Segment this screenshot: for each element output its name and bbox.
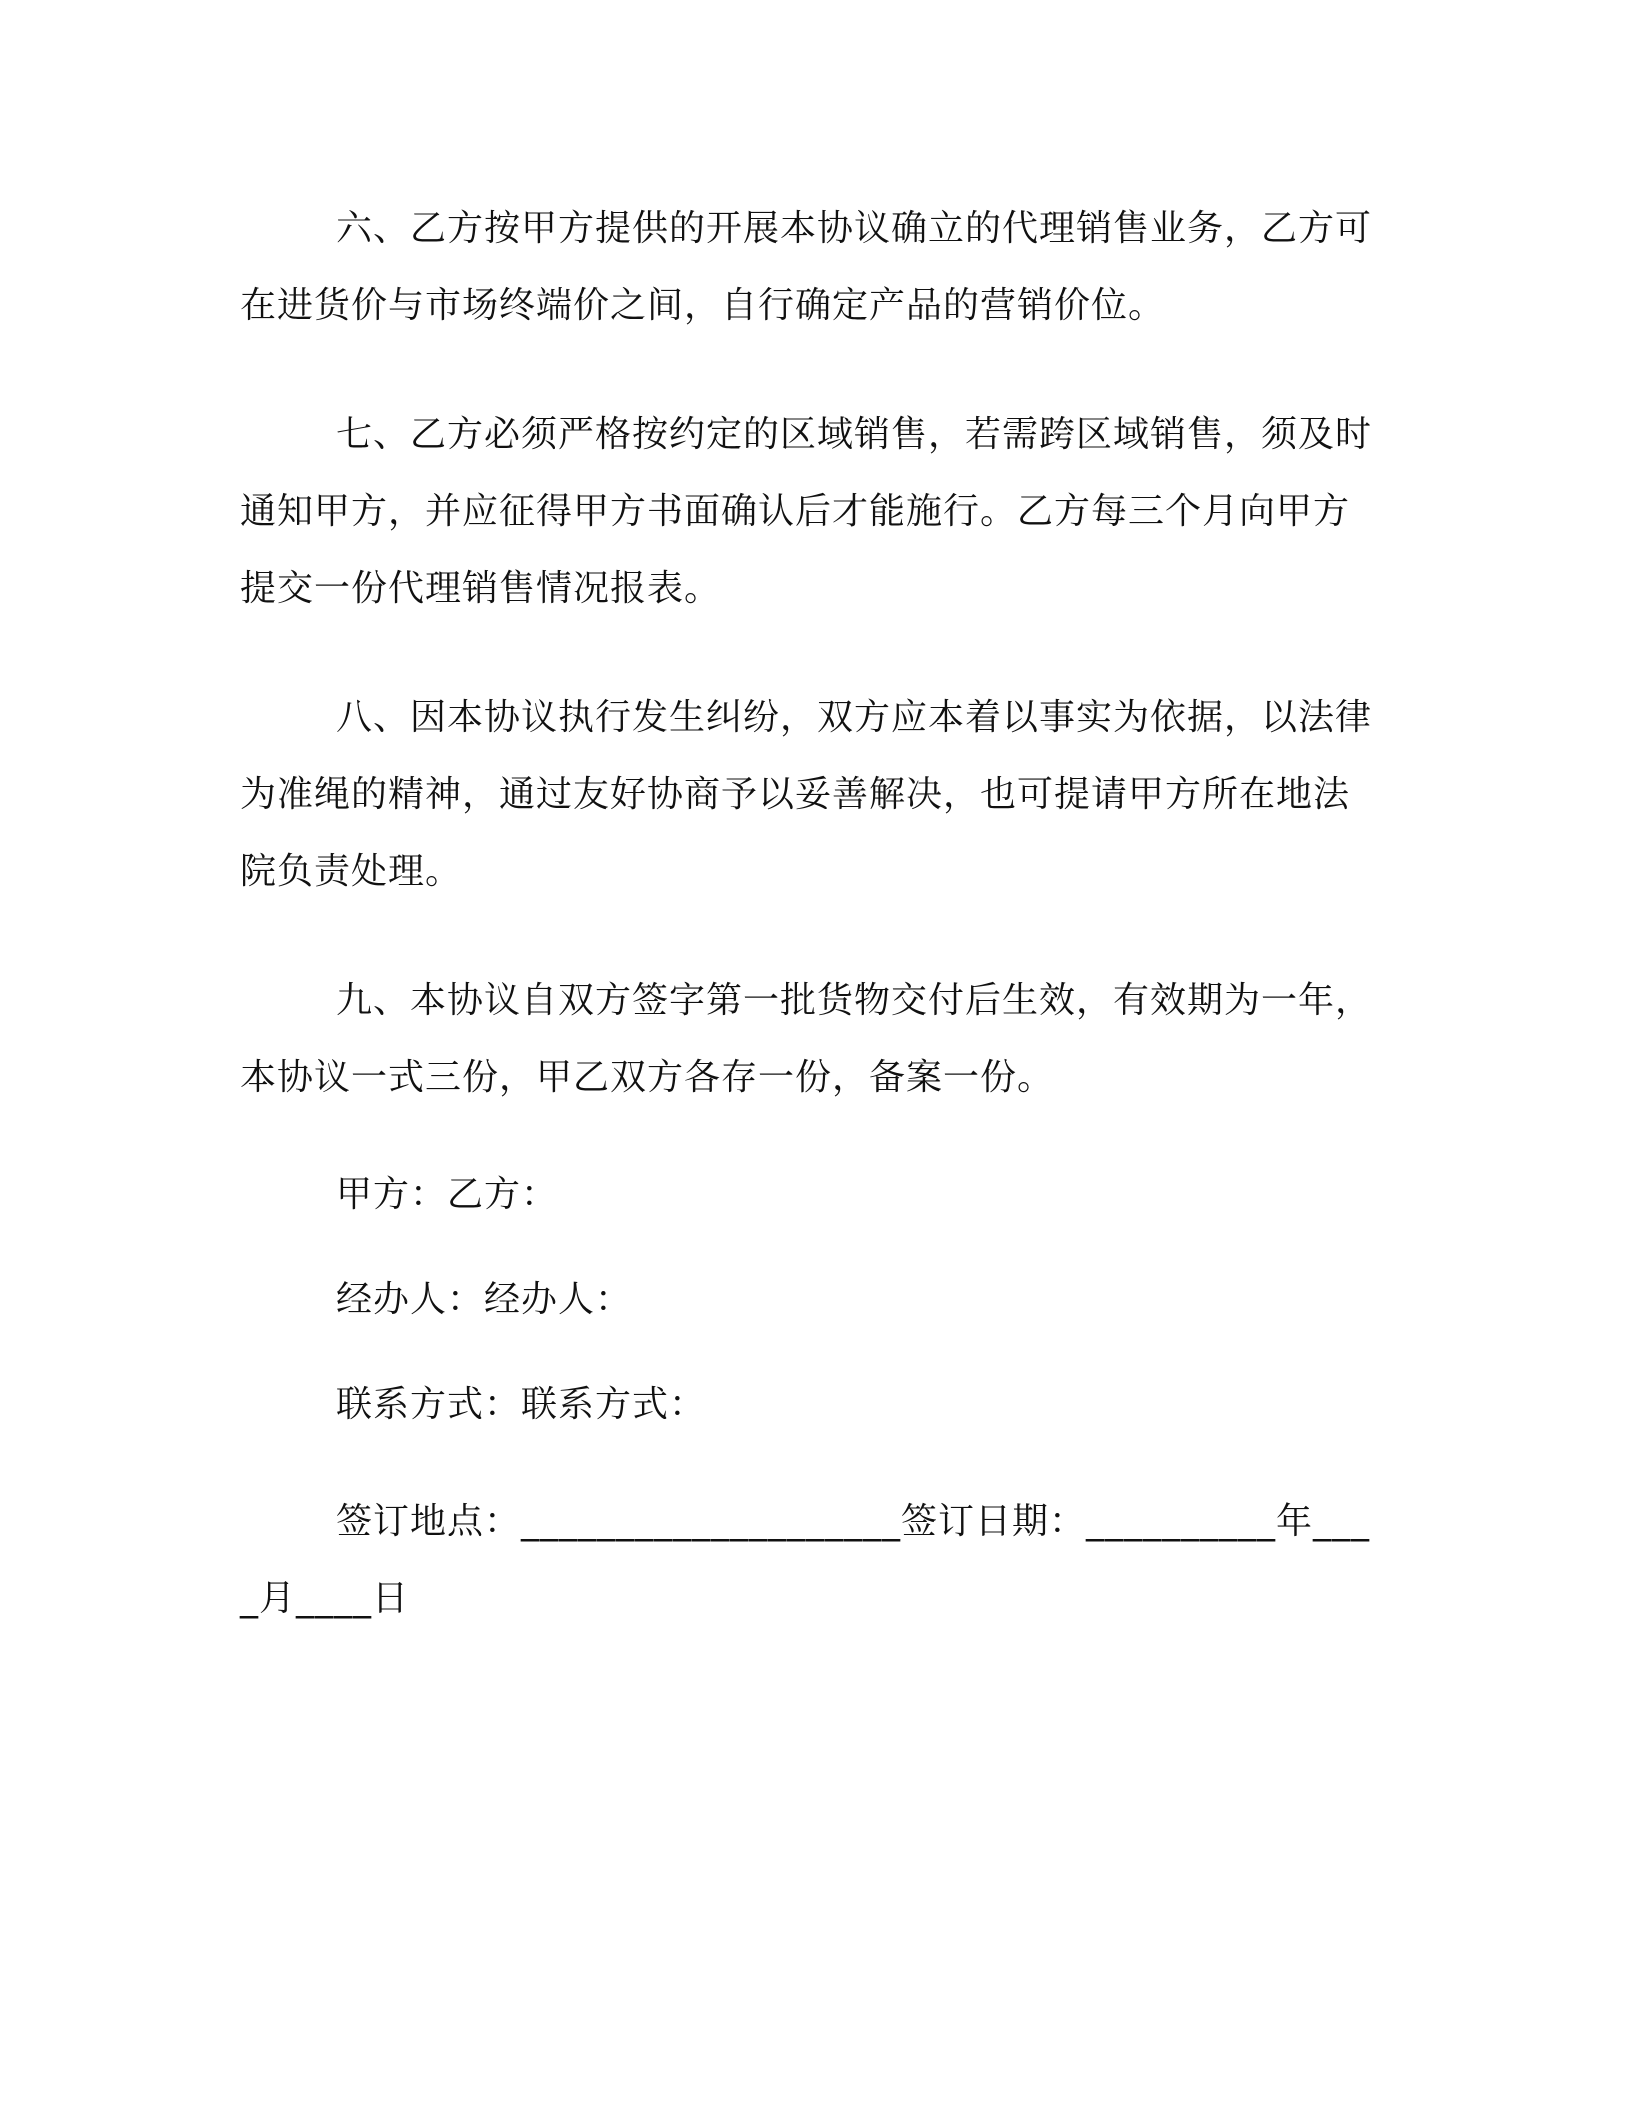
document-page (240, 190, 1380, 1637)
signature-place-date: 签订地点：____________________签订日期：__________年____月____日 (240, 1501, 1371, 1619)
signature-agents: 经办人：经办人： (336, 1279, 633, 1320)
clause-eight: 八、因本协议执行发生纠纷，双方应本着以事实为依据，以法律为准绳的精神，通过友好协商予以妥善解决，也可提请甲方所在地法院负责处理。 (240, 697, 1373, 892)
clause-seven: 七、乙方必须严格按约定的区域销售，若需跨区域销售，须及时通知甲方，并应征得甲方书面确认后才能施行。乙方每三个月向甲方提交一份代理销售情况报表。 (240, 414, 1373, 609)
clause-six: 六、乙方按甲方提供的开展本协议确立的代理销售业务，乙方可在进货价与市场终端价之间，自行确定产品的营销价位。 (240, 208, 1373, 326)
signature-parties: 甲方：乙方： (336, 1174, 559, 1215)
signature-contact: 联系方式：联系方式： (336, 1384, 707, 1425)
clause-nine: 九、本协议自双方签字第一批货物交付后生效，有效期为一年，本协议一式三份，甲乙双方各存一份，备案一份。 (240, 980, 1373, 1098)
